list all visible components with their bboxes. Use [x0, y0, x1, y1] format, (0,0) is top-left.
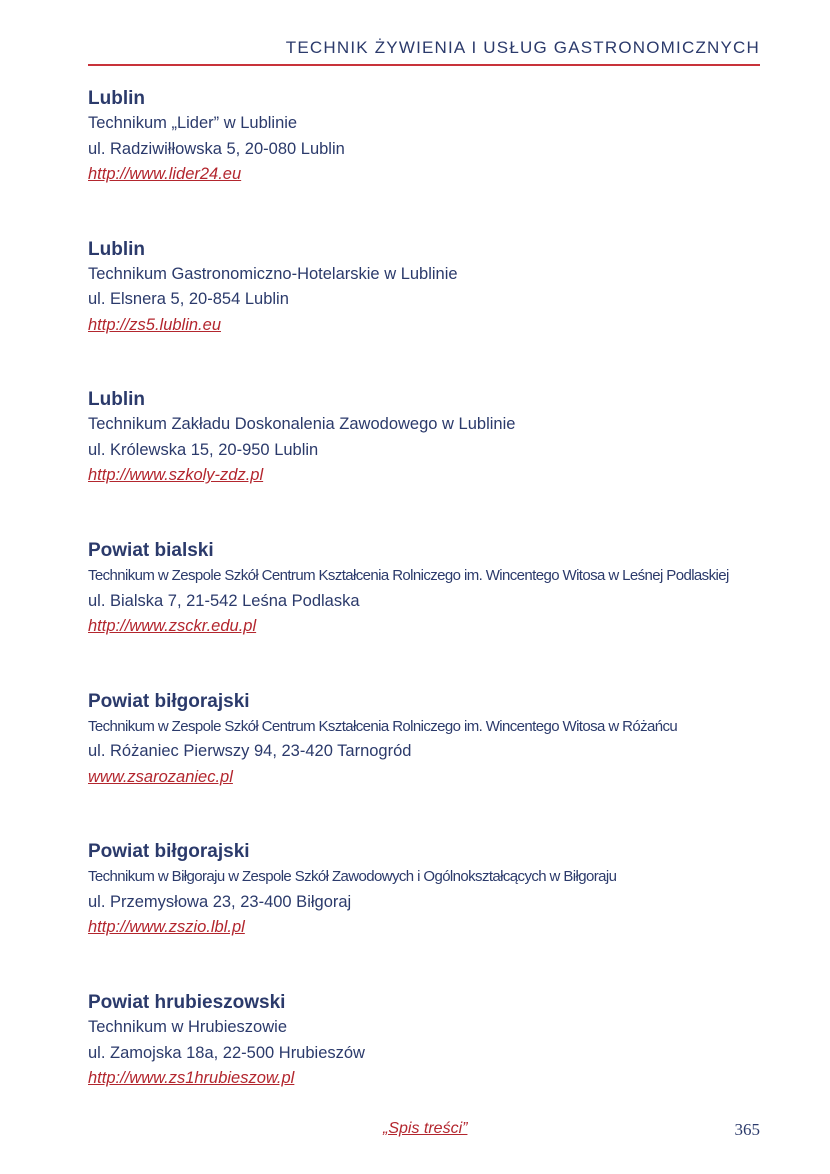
entry-region: Powiat biłgorajski — [88, 690, 250, 712]
entry-address: ul. Elsnera 5, 20-854 Lublin — [88, 290, 289, 309]
entry-school-name: Technikum w Zespole Szkół Centrum Kształcenia Rolniczego im. Wincentego Witosa w Różańcu — [88, 717, 678, 735]
entry-website-link[interactable]: http://www.zsckr.edu.pl — [88, 617, 257, 636]
entry-address: ul. Zamojska 18a, 22-500 Hrubieszów — [88, 1043, 365, 1062]
entry-address: ul. Radziwiłłowska 5, 20-080 Lublin — [88, 139, 345, 158]
school-entry — [88, 86, 768, 237]
school-entry — [88, 538, 768, 689]
school-list — [88, 86, 768, 1141]
entry-region: Powiat biłgorajski — [88, 841, 250, 863]
entry-region: Lublin — [88, 389, 145, 411]
running-header: TECHNIK ŻYWIENIA I USŁUG GASTRONOMICZNYCH — [285, 38, 760, 57]
entry-website-link[interactable]: http://zs5.lublin.eu — [88, 315, 221, 334]
header-divider — [88, 64, 760, 66]
entry-school-name: Technikum Gastronomiczno-Hotelarskie w Lublinie — [88, 264, 458, 283]
entry-website-link[interactable]: http://www.zszio.lbl.pl — [88, 918, 245, 937]
entry-website-link[interactable]: www.zsarozaniec.pl — [88, 767, 233, 786]
school-entry — [88, 839, 768, 990]
entry-region: Lublin — [88, 88, 145, 109]
entry-address: ul. Bialska 7, 21-542 Leśna Podlaska — [88, 591, 360, 610]
entry-website-link[interactable]: http://www.zs1hrubieszow.pl — [88, 1069, 295, 1088]
entry-region: Lublin — [88, 238, 145, 260]
entry-address: ul. Przemysłowa 23, 23-400 Biłgoraj — [88, 892, 352, 911]
school-entry — [88, 689, 768, 840]
school-entry — [88, 387, 768, 538]
entry-school-name: Technikum w Biłgoraju w Zespole Szkół Zawodowych i Ogólnokształcących w Biłgoraju — [88, 868, 617, 886]
entry-address: ul. Królewska 15, 20-950 Lublin — [88, 440, 319, 459]
entry-school-name: Technikum „Lider” w Lublinie — [88, 114, 298, 132]
entry-school-name: Technikum Zakładu Doskonalenia Zawodowego w Lublinie — [88, 415, 516, 434]
school-entry — [88, 990, 768, 1141]
entry-website-link[interactable]: http://www.szkoly-zdz.pl — [88, 466, 264, 485]
entry-address: ul. Różaniec Pierwszy 94, 23-420 Tarnogród — [88, 742, 412, 761]
entry-website-link[interactable]: http://www.lider24.eu — [88, 165, 242, 183]
entry-region: Powiat hrubieszowski — [88, 992, 286, 1014]
table-of-contents-link[interactable]: „Spis treści” — [383, 1120, 468, 1137]
entry-school-name: Technikum w Zespole Szkół Centrum Kształcenia Rolniczego im. Wincentego Witosa w Leśnej Podlaskiej — [88, 567, 729, 585]
page-number: 365 — [734, 1120, 760, 1139]
entry-region: Powiat bialski — [88, 540, 214, 562]
school-entry — [88, 237, 768, 388]
entry-school-name: Technikum w Hrubieszowie — [88, 1018, 287, 1037]
